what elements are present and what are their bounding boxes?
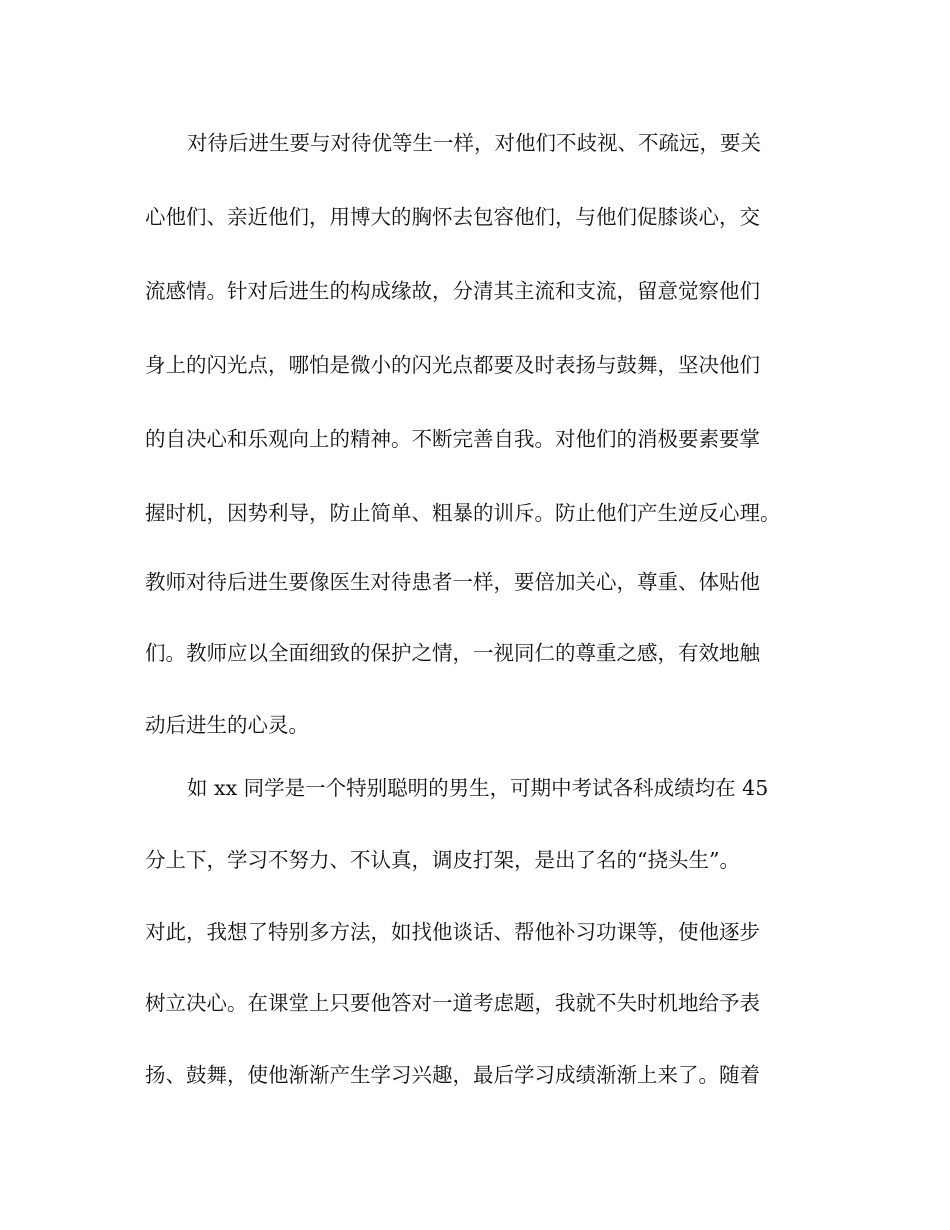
paragraph-1-line-1: 对待后进生要与对待优等生一样，对他们不歧视、不疏远，要关 (187, 131, 761, 155)
paragraph-1-line-2: 心他们、亲近他们，用博大的胸怀去包容他们，与他们促膝谈心，交 (145, 205, 760, 229)
paragraph-1-line-7: 教师对待后进生要像医生对待患者一样，要倍加关心，尊重、体贴他 (145, 570, 760, 594)
paragraph-1-line-5: 的自决心和乐观向上的精神。不断完善自我。对他们的消极要素要掌 (145, 427, 760, 451)
paragraph-2-line-4: 树立决心。在课堂上只要他答对一道考虑题，我就不失时机地给予表 (145, 991, 760, 1015)
paragraph-2-line-3: 对此，我想了特别多方法，如找他谈话、帮他补习功课等，使他逐步 (145, 920, 760, 944)
paragraph-2-line-1: 如 xx 同学是一个特别聪明的男生，可期中考试各科成绩均在 45 (187, 776, 769, 800)
paragraph-2-line-2: 分上下，学习不努力、不认真，调皮打架，是出了名的“挠头生”。 (145, 848, 740, 872)
paragraph-1-line-4: 身上的闪光点，哪怕是微小的闪光点都要及时表扬与鼓舞，坚决他们 (145, 353, 760, 377)
paragraph-2-line-5: 扬、鼓舞，使他渐渐产生学习兴趣，最后学习成绩渐渐上来了。随着 (145, 1063, 760, 1087)
paragraph-1-line-6: 握时机，因势利导，防止简单、粗暴的训斥。防止他们产生逆反心理。 (145, 501, 781, 525)
paragraph-1-line-8: 们。教师应以全面细致的保护之情，一视同仁的尊重之感，有效地触 (145, 641, 760, 665)
paragraph-1-line-9: 动后进生的心灵。 (145, 713, 309, 737)
paragraph-1-line-3: 流感情。针对后进生的构成缘故，分清其主流和支流，留意觉察他们 (145, 279, 760, 303)
